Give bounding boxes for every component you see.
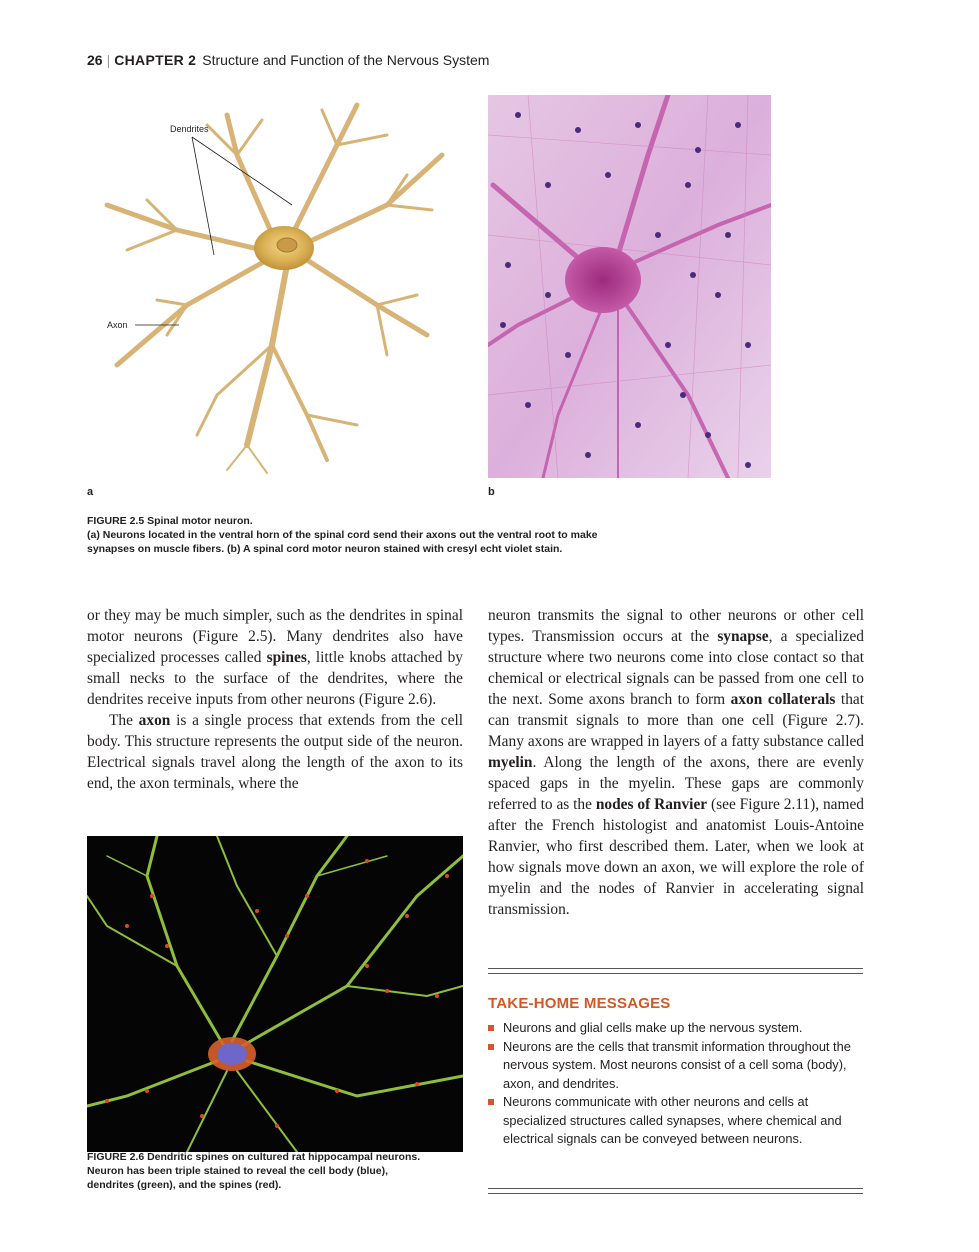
left-paragraph-2: The axon is a single process that extends from the cell body. This structure represents the output side of the neuron. Electrical signals travel along the length of the axon to its end, the axon terminals, where the [87,712,464,792]
neuron-illustration [87,95,472,480]
panel-a-label: a [87,486,94,498]
take-home-list [488,1019,864,1149]
take-home-item: Neurons communicate with other neurons and cells at specialized structures called synapses, where chemical and electrical signals can be conveyed between neurons. [488,1093,864,1149]
dendrites-label: Dendrites [170,124,209,134]
figure-2-6-caption [87,1150,477,1192]
figure-2-5-caption-line2: synapses on muscle fibers. (b) A spinal cord motor neuron stained with cresyl echt violet stain. [87,543,563,555]
dendritic-spines-micrograph [87,836,463,1152]
axon-label: Axon [107,320,128,330]
page-number: 26 [87,52,103,68]
take-home-top-rule [488,968,863,974]
take-home-title: TAKE-HOME MESSAGES [488,995,671,1012]
chapter-label: CHAPTER 2 [114,52,197,68]
figure-2-5-caption-line1: (a) Neurons located in the ventral horn of the spinal cord send their axons out the ventral root to make [87,529,598,541]
figure-2-5-caption [87,514,787,556]
running-header [87,52,867,68]
figure-2-6-caption-label: FIGURE 2.6 Dendritic spines on cultured rat hippocampal neurons. [87,1151,421,1163]
stained-neuron-micrograph [488,95,771,478]
figure-2-6-caption-line2: dendrites (green), and the spines (red). [87,1179,282,1191]
header-separator: | [106,52,111,68]
left-column-text [87,605,463,794]
right-paragraph: neuron transmits the signal to other neurons or other cell types. Transmission occurs at the synapse, a specialized structure where two neurons come into close contact so that chemical or electrical signals can be passed from one cell to the next. Some axons branch to form axon collaterals that can transmit signals to more than one cell (Figure 2.7). Many axons are wrapped in layers of a fatty substance called myelin. Along the length of the axons, there are evenly spaced gaps in the myelin. These gaps are commonly referred to as the nodes of Ranvier (see Figure 2.11), named after the French histologist and anatomist Louis-Antoine Ranvier, who first described them. Later, when we look at how signals move down an axon, we will explore the role of myelin and the nodes of Ranvier in accelerating signal transmission. [488,607,864,918]
figure-2-6-caption-line1: Neuron has been triple stained to reveal the cell body (blue), [87,1165,389,1177]
square-bullet-icon [488,1044,494,1050]
figure-2-5-caption-label: FIGURE 2.5 Spinal motor neuron. [87,515,253,527]
panel-b-label: b [488,486,495,498]
right-column-text [488,605,864,920]
square-bullet-icon [488,1099,494,1105]
chapter-title: Structure and Function of the Nervous System [202,52,490,68]
take-home-item: Neurons and glial cells make up the nervous system. [488,1019,864,1038]
take-home-bottom-rule [488,1188,863,1194]
left-paragraph-1: or they may be much simpler, such as the dendrites in spinal motor neurons (Figure 2.5). Many dendrites also have specialized processes called spines, little knobs attached by small necks to the surface of the dendrites, where the dendrites receive inputs from other neurons (Figure 2.6). [87,607,464,708]
square-bullet-icon [488,1025,494,1031]
take-home-item: Neurons are the cells that transmit information throughout the nervous system. Most neurons consist of a cell soma (body), axon, and dendrites. [488,1038,864,1094]
